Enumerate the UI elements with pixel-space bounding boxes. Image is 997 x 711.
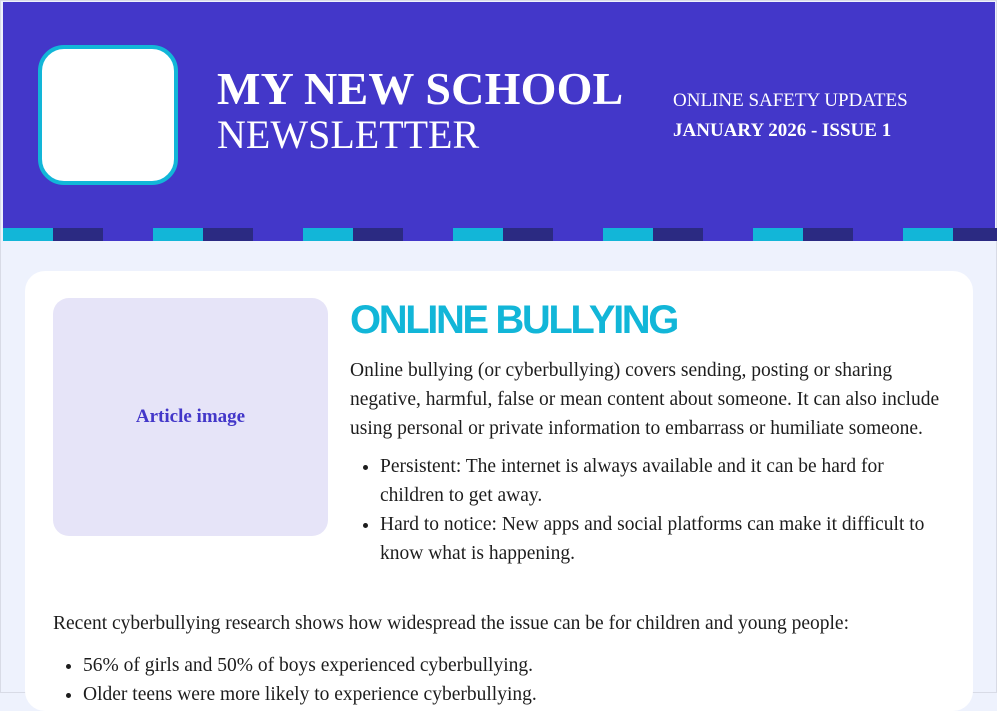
article-bullet-list (350, 452, 950, 568)
research-section (53, 609, 953, 709)
issue-info (673, 90, 908, 142)
article-image-placeholder (53, 298, 328, 536)
research-intro: Recent cyberbullying research shows how widespread the issue can be for children and young people: (53, 613, 849, 634)
list-item: • Hard to notice: New apps and social platforms can make it difficult to know what is happening. (380, 510, 950, 568)
newsletter-title (217, 63, 624, 157)
header-stripe-divider (3, 228, 995, 241)
newsletter-subtitle: ONLINE SAFETY UPDATES (673, 90, 908, 111)
list-item: • Persistent: The internet is always available and it can be hard for children to get away. (380, 452, 950, 510)
list-item: • 56% of girls and 50% of boys experienced cyberbullying. (83, 651, 953, 680)
article-body (350, 356, 950, 568)
school-logo-placeholder (38, 45, 178, 185)
title-line-1: MY NEW SCHOOL (217, 63, 624, 114)
list-item: • Older teens were more likely to experience cyberbullying. (83, 680, 953, 709)
article-intro: Online bullying (or cyberbullying) covers sending, posting or sharing negative, harmful, false or mean content about someone. It can also include using personal or private information to embarrass or humiliate someone. (350, 360, 940, 439)
article-image-label: Article image (135, 406, 246, 427)
article-heading: ONLINE BULLYING (350, 298, 677, 342)
research-bullet-list (53, 651, 953, 709)
issue-date: JANUARY 2026 - ISSUE 1 (673, 120, 892, 141)
title-line-2: NEWSLETTER (217, 112, 480, 157)
